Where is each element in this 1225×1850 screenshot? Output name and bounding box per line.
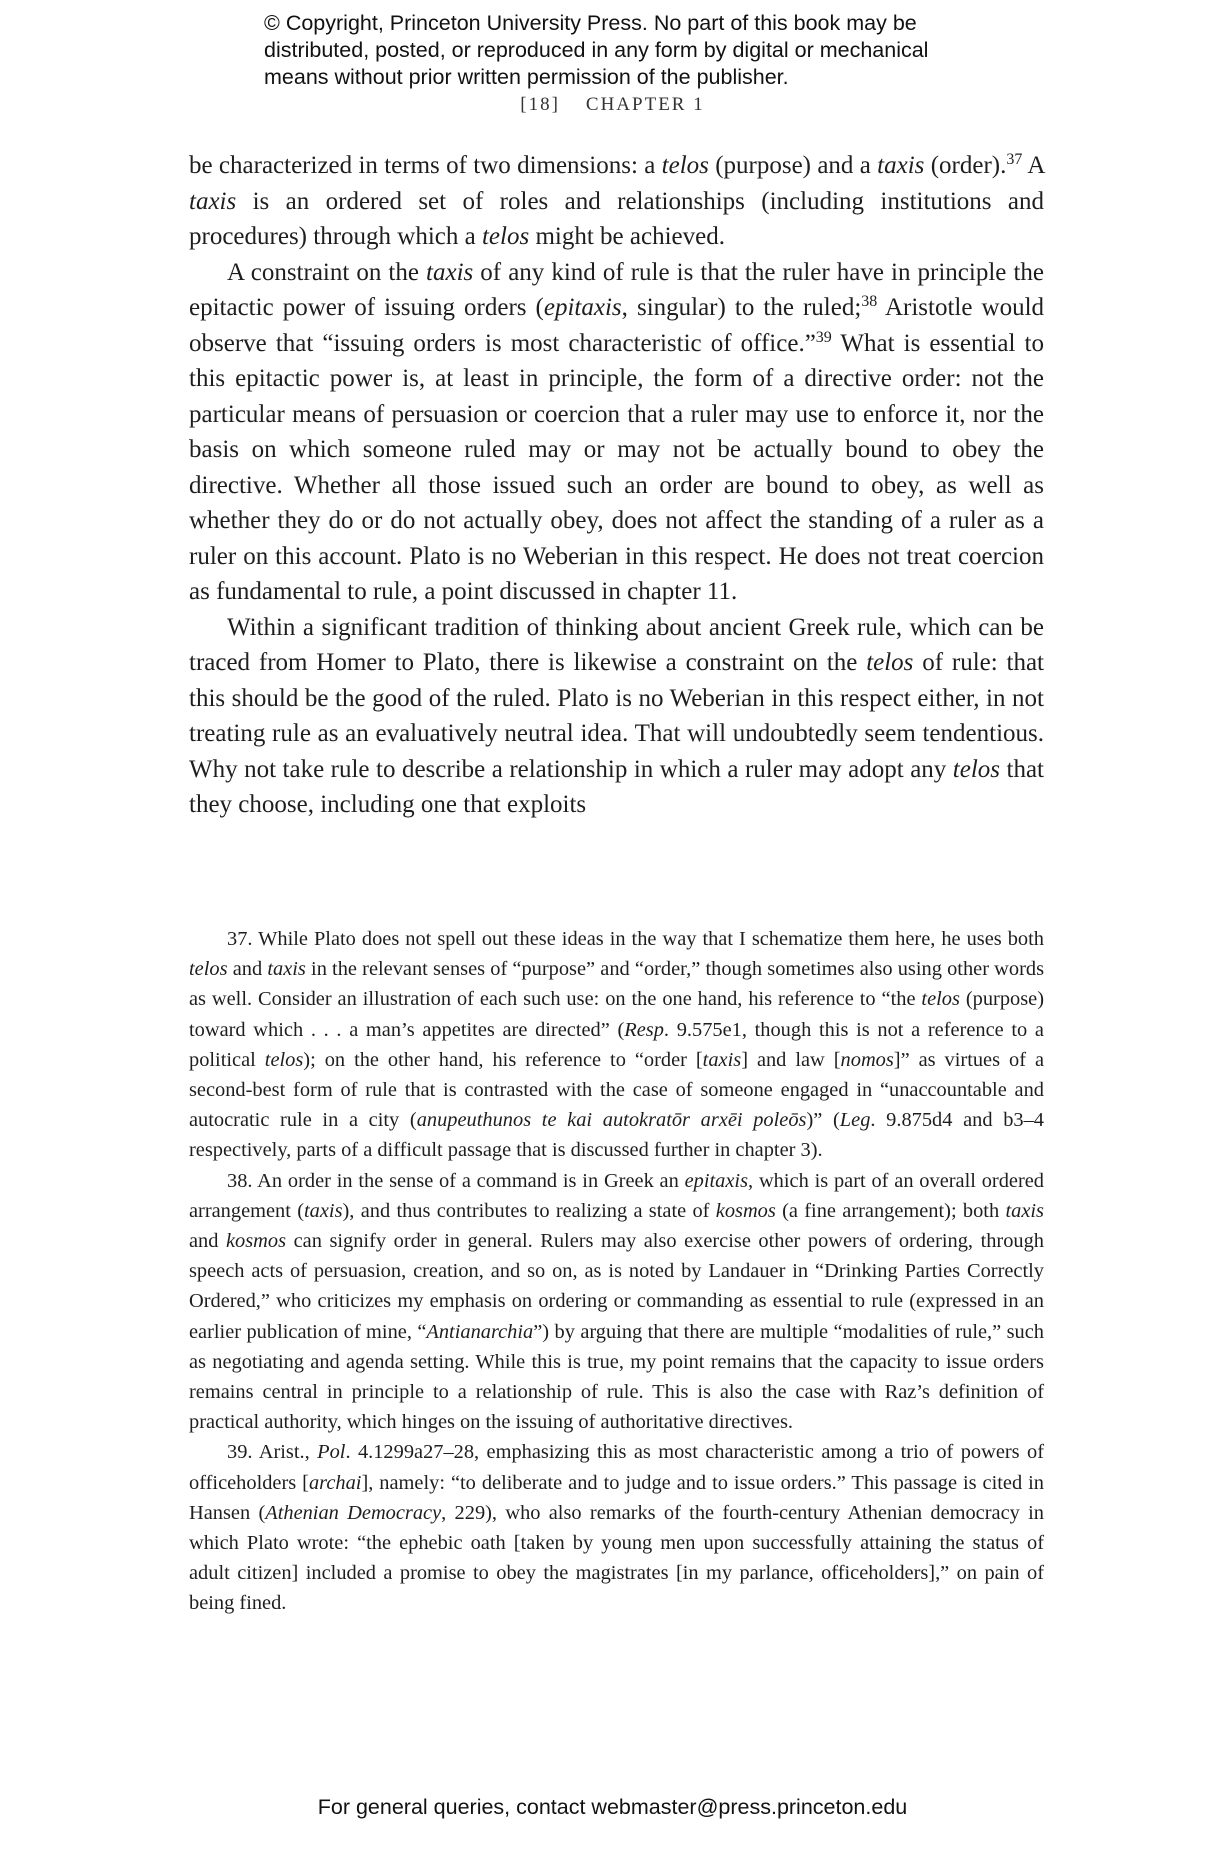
italic-term: telos [481,223,530,250]
footnote-ref-37[interactable]: 37 [1006,151,1023,168]
italic-term: archai [308,1471,362,1494]
copyright-line-3: means without prior written permission of the publisher. [264,65,789,89]
italic-term: telos [952,755,1001,783]
paragraph-3 [189,610,1044,823]
page-number: [18] [520,94,560,115]
italic-term: taxis [304,1199,343,1222]
text-segment: (purpose) and a [708,152,878,179]
text-segment: Aristotle would observe that “issuing orders is most characteristic of office.” [189,294,1045,357]
italic-term: telos [921,988,960,1011]
text-segment: of rule: that this should be the good of the ruled. Plato is no Weberian in this respect either, in not treating rule as an evaluatively neutral idea. That will undoubtedly seem tendentious. Why not take rule to describe a relationship in which a ruler may adopt any [189,649,1044,783]
text-segment: be characterized in terms of two dimensions: a [189,152,662,179]
text-segment: is an ordered set of roles and relationships (including institutions and procedures) through which a [189,187,1044,250]
italic-term: Pol [317,1441,346,1464]
italic-term: epitaxis [684,1169,749,1192]
italic-term: taxis [877,152,925,179]
text-segment: in the relevant senses of “purpose” and “order,” though sometimes also using other words as well. Consider an illustration of each such use: on the one hand, his reference to “the [189,958,1044,1011]
italic-term: telos [264,1048,304,1071]
text-segment: (a fine arrangement); both [775,1199,1006,1222]
text-segment: 38. An order in the sense of a command is in Greek an [227,1169,685,1192]
running-head [0,94,1225,116]
text-segment: , 229), who also remarks of the fourth-century Athenian democracy in which Plato wrote: “the ephebic oath [taken by young men upon successfully attaining the status of adult citizen] included a promise to obey the magistrates [in my parlance, officeholders],” on pain of being fined. [189,1501,1044,1615]
italic-term: taxis [189,187,237,215]
footnote-38 [189,1166,1044,1438]
text-segment: A [1022,152,1044,179]
text-segment: that they choose, including one that exploits [189,755,1044,818]
text-segment: can signify order in general. Rulers may also exercise other powers of ordering, through speech acts of persuasion, creation, and so on, as is noted by Landauer in “Drinking Parties Correctly Ordered,” who criticizes my emphasis on ordering or commanding as essential to rule (expressed in an earlier publication of mine, “ [189,1230,1044,1343]
text-segment: ]” as virtues of a second-best form of rule that is contrasted with the case of someone engaged in “unaccountable and autocratic rule in a city ( [189,1048,1044,1132]
text-segment: , which is part of an overall ordered arrangement ( [189,1169,1044,1222]
text-segment: . 4.1299a27–28, emphasizing this as most characteristic among a trio of powers of officeholders [ [189,1441,1044,1494]
text-segment: . 9.875d4 and b3–4 respectively, parts of a difficult passage that is discussed further in chapter 3). [189,1109,1044,1162]
italic-term: taxis [426,258,474,286]
text-segment: of any kind of rule is that the ruler have in principle the epitactic power of issuing orders ( [189,258,1044,321]
footnotes [189,924,1044,1619]
text-segment: 37. While Plato does not spell out these ideas in the way that I schematize them here, he uses both [227,928,1044,950]
footnote-ref-39[interactable]: 39 [815,328,832,346]
text-segment: Within a significant tradition of thinking about ancient Greek rule, which can be traced from Homer to Plato, there is likewise a constraint on the [189,613,1044,676]
footnote-39 [189,1437,1044,1618]
text-segment: and [189,1230,226,1253]
footnote-37 [189,924,1044,1166]
footnote-ref-38[interactable]: 38 [861,293,878,310]
text-segment: . 9.575e1, though this is not a reference to a political [189,1018,1044,1071]
main-text [189,148,1044,823]
italic-term: taxis [1005,1199,1044,1222]
footer-contact: For general queries, contact webmaster@press.princeton.edu [317,1795,908,1819]
text-segment: (purpose) toward which . . . a man’s appetites are directed” ( [189,988,1044,1041]
text-segment: , singular) to the ruled; [621,294,862,321]
text-segment: (order). [924,152,1007,179]
text-segment: and [227,958,268,981]
italic-term: Resp [624,1018,664,1041]
italic-term: epitaxis [543,294,622,321]
text-segment: might be achieved. [529,223,725,250]
copyright-line-2: distributed, posted, or reproduced in any form by digital or mechanical [264,38,929,62]
copyright-line-1: © Copyright, Princeton University Press. No part of this book may be [264,11,917,35]
chapter-label: CHAPTER 1 [585,94,705,115]
text-segment: ), and thus contributes to realizing a state of [342,1199,716,1222]
italic-term: Antianarchia [426,1320,534,1343]
text-segment: What is essential to this epitactic power is, at least in principle, the form of a directive order: not the particular means of persuasion or coercion that a ruler may use to enforce it, nor the basis on which someone ruled may or may not be actually bound to obey the directive. Whether all those issued such an order are bound to obey, as well as whether they do or do not actually obey, does not affect the standing of a ruler as a ruler on this account. Plato is no Weberian in this respect. He does not treat coercion as fundamental to rule, a point discussed in chapter 11. [189,329,1044,605]
italic-term: telos [866,649,914,676]
text-segment: ”) by arguing that there are multiple “modalities of rule,” such as negotiating and agenda setting. While this is true, my point remains that the capacity to issue orders remains central in principle to a relationship of rule. This is also the case with Raz’s definition of practical authority, which hinges on the issuing of authoritative directives. [189,1320,1044,1434]
italic-term: taxis [267,958,306,981]
text-segment: ], namely: “to deliberate and to judge and to issue orders.” This passage is cited in Hansen ( [189,1471,1045,1524]
italic-term: nomos [840,1048,894,1071]
text-segment: ); on the other hand, his reference to “order [ [303,1048,703,1071]
text-segment: ] and law [ [741,1048,841,1071]
paragraph-2 [189,255,1044,610]
italic-term: kosmos [226,1230,287,1253]
italic-term: Leg [839,1109,871,1132]
italic-term: anupeuthunos te kai autokratōr arxēi poleōs [416,1109,807,1132]
italic-term: telos [189,958,228,981]
italic-term: Athenian Democracy [265,1501,442,1524]
text-segment: 39. Arist., [227,1441,318,1464]
copyright-notice [264,10,984,91]
text-segment: A constraint on the [227,258,427,286]
italic-term: kosmos [715,1199,776,1222]
text-segment: )” ( [806,1109,840,1132]
paragraph-1 [189,148,1044,255]
italic-term: telos [661,152,709,179]
italic-term: taxis [702,1048,742,1071]
